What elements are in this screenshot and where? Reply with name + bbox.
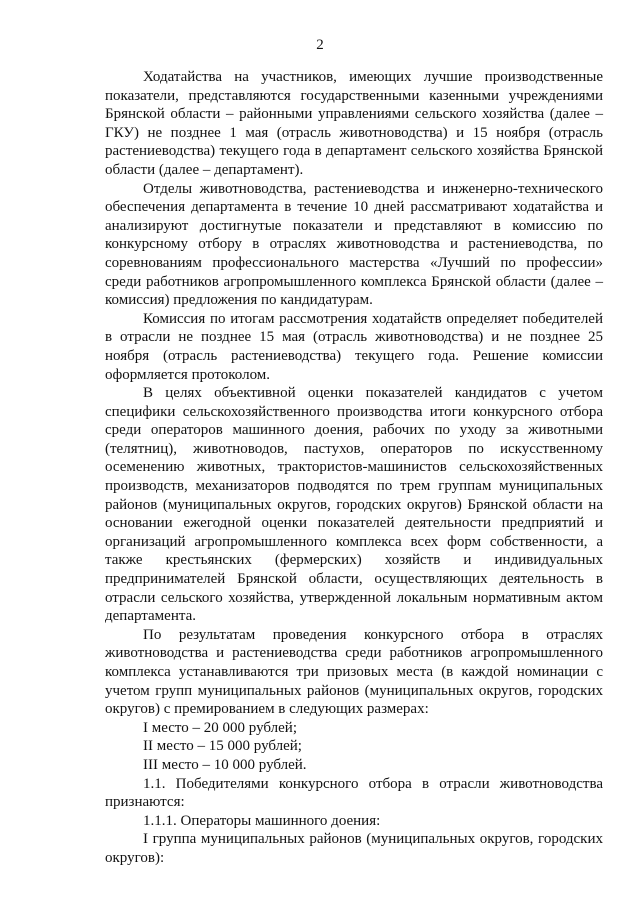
paragraph-prize-places: По результатам проведения конкурсного отбора в отраслях животноводства и растениеводства среди работников агропромышленного комплекса устанавливаются три призовых места (в каждой номинации с учетом групп муниципальных районов (муниципальных округов, городских округов) с премированием в следующих размерах: [105,626,603,718]
paragraph-commission-decision: Комиссия по итогам рассмотрения ходатайств определяет победителей в отрасли не позднее 15 мая (отрасль животноводства) и не позднее 25 ноября (отрасль растениеводства) текущего года. Решение комиссии оформляется протоколом. [105,310,603,383]
paragraph-petitions: Ходатайства на участников, имеющих лучшие производственные показатели, представляются государственными казенными учреждениями Брянской области – районными управлениями сельского хозяйства (далее – ГКУ) не позднее 1 мая (отрасль животноводства) и 15 ноября (отрасль растениеводства) текущего года в департамент сельского хозяйства Брянской области (далее – департамент). [105,69,603,178]
section-1-1-1-heading: 1.1.1. Операторы машинного доения: [143,812,381,829]
paragraph-evaluation-groups: В целях объективной оценки показателей кандидатов с учетом специфики сельскохозяйственного производства итоги конкурсного отбора среди операторов машинного доения, рабочих по уходу за животными (телятниц), животноводов, пастухов, операторов по искусственному осеменению животных, трактористов-машинистов сельскохозяйственных производств, механизаторов подводятся по трем группам муниципальных районов (муниципальных округов, городских округов) Брянской области на основании ежегодной оценки показателей деятельности предприятий и организаций агропромышленного комплекса всех форм собственности, а также крестьянских (фермерских) хозяйств и индивидуальных предпринимателей Брянской области, осуществляющих деятельность в отрасли сельского хозяйства, утвержденной локальным нормативным актом департамента. [105,385,603,625]
document-body [105,68,603,868]
section-1-1-heading: 1.1. Победителями конкурсного отбора в отрасли животноводства признаются: [105,775,603,811]
prize-second-place: II место – 15 000 рублей; [143,738,302,755]
prize-third-place: III место – 10 000 рублей. [143,756,307,773]
prize-first-place: I место – 20 000 рублей; [143,719,297,736]
paragraph-departments-review: Отделы животноводства, растениеводства и инженерно-технического обеспечения департамента в течение 10 дней рассматривают ходатайства и анализируют достигнутые показатели и представляют в комиссию по конкурсному отбору в отраслях животноводства и растениеводства, по соревнованиям профессионального мастерства «Лучший по профессии» среди работников агропромышленного комплекса Брянской области (далее – комиссия) предложения по кандидатурам. [105,180,603,309]
group-one-heading: I группа муниципальных районов (муниципальных округов, городских округов): [105,831,603,866]
page-number: 2 [316,37,324,53]
